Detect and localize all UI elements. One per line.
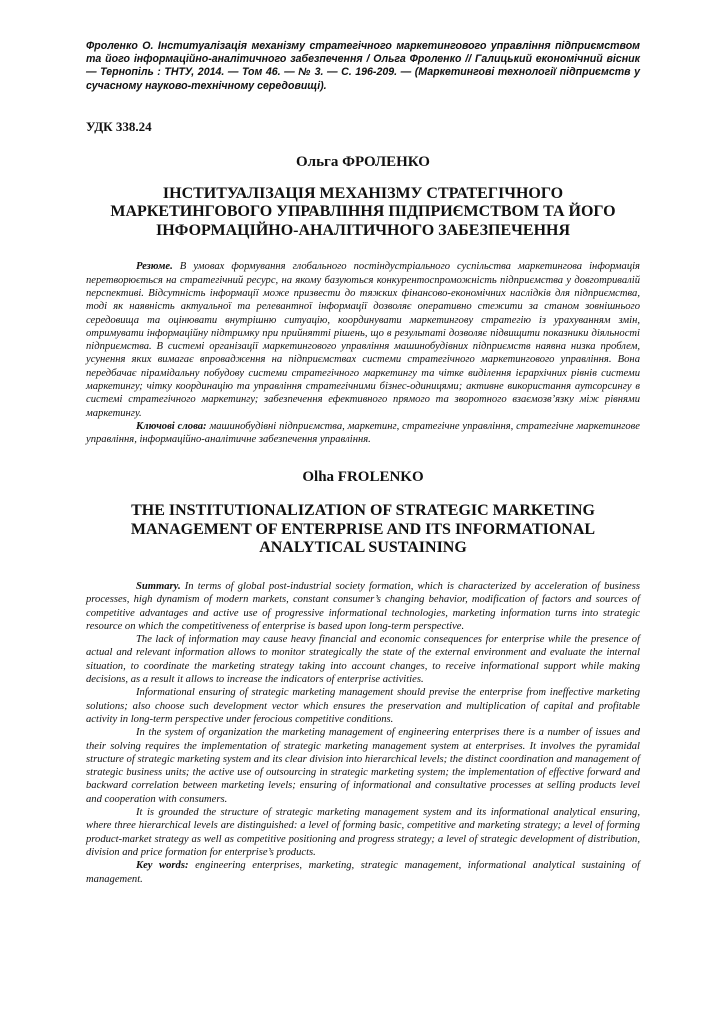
summary-en-paragraph-5: It is grounded the structure of strategic marketing management system and its informational analytical ensuring, where three hierarchical levels are distinguished: a level of forming basic, competitive and marketing strategy; a level of forming product-market strategy as well as competitive positioning and progress strategy; a level of strategic development of distribution, division and price formation for enterprise’s products. xyxy=(86,807,640,858)
keywords-ua-paragraph xyxy=(86,420,640,447)
summary-en-paragraph xyxy=(86,580,640,633)
summary-ua-label: Резюме. xyxy=(136,261,173,273)
author-ua: Ольга ФРОЛЕНКО xyxy=(296,153,430,170)
citation: Фроленко О. Інституалізація механізму стратегічного маркетингового управління підприємством та його інформаційно-аналітичного забезпечення / Ольга Фроленко // Галицький економічний вісник — Тернопіль : ТНТУ, 2014. — Том 46. — № 3. — С. 196-209. — (Маркетингові технології підприємств у сучасному науково-технічному середовищі). xyxy=(86,40,640,92)
udk-code: УДК 338.24 xyxy=(86,118,152,134)
abstract-en xyxy=(86,580,640,886)
summary-en-paragraph-3: Informational ensuring of strategic marketing management should previse the enterprise from ineffective marketing solutions; also choose such development vector which ensures the preservation and multiplication of capital and profitable activity in long-term perspective under ferocious competitive conditions. xyxy=(86,687,640,725)
keywords-en-label: Key words: xyxy=(136,860,189,872)
summary-en-text: In terms of global post-industrial society formation, which is characterized by acceleration of business processes, high dynamism of modern markets, constant consumer’s changing behavior, modification of factors and sources of competitive advantages and active use of progressive informational technologies, marketing information turns into strategic resource on which the competitiveness of enterprise is based upon long-term perspective. xyxy=(86,580,640,632)
keywords-ua-text: машинобудівні підприємства, маркетинг, стратегічне управління, стратегічне маркетингове управління, інформаційно-аналітичне забезпечення управління. xyxy=(86,420,640,446)
title-en: THE INSTITUTIONALIZATION OF STRATEGIC MARKETING MANAGEMENT OF ENTERPRISE AND ITS INFORMATIONAL ANALYTICAL SUSTAINING xyxy=(130,502,596,557)
keywords-ua-label: Ключові слова: xyxy=(136,420,207,432)
summary-en-paragraph-4: In the system of organization the marketing management of engineering enterprises there is a number of issues and their solving requires the implementation of strategic marketing management system at enterprises. It involves the pyramidal structure of strategic marketing system and its clear division into hierarchical levels; the distinct coordination and management of strategic business units; the active use of outsourcing in strategic marketing system; the implementation of effective forward and backward correlation between marketing levels; ensuring of informational and consultative processes at selling products level and cooperation with consumers. xyxy=(86,727,640,805)
keywords-en-text: engineering enterprises, marketing, strategic management, informational analytical sustaining of management. xyxy=(86,860,640,885)
summary-ua-paragraph xyxy=(86,260,640,420)
author-en: Olha FROLENKO xyxy=(302,469,424,486)
title-ua: ІНСТИТУАЛІЗАЦІЯ МЕХАНІЗМУ СТРАТЕГІЧНОГО МАРКЕТИНГОВОГО УПРАВЛІННЯ ПІДПРИЄМСТВОМ ТА ЙОГО ІНФОРМАЦІЙНО-АНАЛІТИЧНОГО ЗАБЕЗПЕЧЕННЯ xyxy=(110,184,616,239)
abstract-ua xyxy=(86,260,640,446)
summary-en-label: Summary. xyxy=(136,580,181,592)
summary-ua-text: В умовах формування глобального постіндустріального суспільства маркетингова інформація перетворюється на стратегічний ресурс, на якому базуються конкурентоспроможність підприємства у довготривалій перспективі. Відсутність інформації може призвести до тяжких фінансово-економічних наслідків для підприємства, тоді як наявність актуальної та релевантної інформації дозволяє оперативно стежити за станом зовнішнього середовища та оцінювати внутрішню ситуацію, координувати маркетингову стратегію із урахуванням змін, отримувати інформаційну підтримку при прийнятті рішень, що в результаті дозволяє підвищити показники діяльності підприємства. В системі організації маркетингового управління машинобудівних підприємств наявна низка проблем, усунення яких вимагає впровадження на підприємствах системи стратегічного маркетингового управління. Вона передбачає пірамідальну побудову системи стратегічного маркетингу та чітке виділення ієрархічних рівнів системи маркетингу; чітку координацію та управління стратегічними бізнес-одиницями; активне використання аутсорсингу в системі стратегічного маркетингу; забезпечення ефективного прямого та зворотного взаємозв’язку між рівнями маркетингу. xyxy=(86,261,640,419)
keywords-en-paragraph xyxy=(86,859,640,886)
summary-en-paragraph-2: The lack of information may cause heavy financial and economic consequences for enterprise while the presence of actual and relevant information allows to monitor strategically the state of the external environment and evaluate the internal situation, to coordinate the marketing strategy taking into account changes, to receive informational support while making decisions, as a result it allows to increase the indicators of enterprise activities. xyxy=(86,634,640,686)
